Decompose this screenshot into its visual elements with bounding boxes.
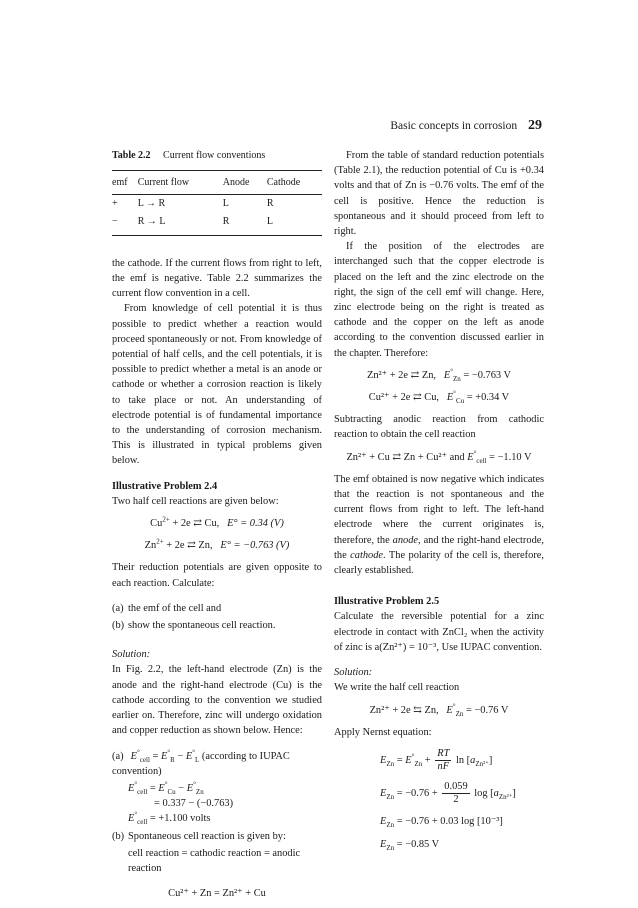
table-label: Table 2.2	[112, 150, 151, 161]
nernst-label: Apply Nernst equation:	[334, 726, 432, 738]
nernst-step: $E_{Zn} = -0.76 + 0.03$ log [10⁻³]	[380, 815, 503, 829]
table-cell: R	[223, 213, 267, 236]
body-paragraph: Subtracting anodic reaction from cathodic reaction to obtain the cell reaction	[334, 414, 544, 441]
solution-a-steps: $E^\circ_{cell} = E^\circ_{Cu} - E^\circ_{Zn}$ = 0.337 − (−0.763) $E^\circ_{cell} = +1.100$ volts	[128, 780, 234, 827]
solution-b-text: cell reaction = cathodic reaction = anodic reaction	[128, 847, 301, 874]
equation-cell-reaction: Zn²⁺ + Cu ⇄ Zn + Cu²⁺ and $E^\circ_{cell} = -1.10$ V	[346, 449, 532, 465]
body-paragraph: The emf obtained is now negative which indicates that the reaction is not spontaneous and the current flows from right to left. The left-hand electrode where the current originates is, therefore, the anode, and the right-hand electrode, the cathode. The polarity of the cell is, therefore, clearly established.	[334, 473, 544, 577]
table-caption	[112, 148, 322, 163]
table-cell: +	[112, 198, 118, 210]
right-column	[334, 148, 544, 860]
equation-cu: $Cu^{2+} + 2e$ ⇄ Cu, E° = 0.34 (V)	[150, 515, 284, 530]
equation-zn-reduction: Zn²⁺ + 2e ⇄ Zn, $E^\circ_{Zn} = -0.763$ V	[366, 367, 512, 383]
problem-text: Calculate the reversible potential for a zinc electrode in contact with ZnCl₂ when the activity of zinc is a(Zn²⁺) = 10⁻³, Use IUPAC convention.	[334, 611, 544, 653]
list-item: (a) the emf of the cell and	[112, 602, 222, 614]
list-item: (b) show the spontaneous cell reaction.	[112, 620, 276, 632]
nernst-equations	[380, 748, 544, 852]
final-equation: Cu²⁺ + Zn = Zn²⁺ + Cu	[168, 888, 266, 900]
body-paragraph: the cathode. If the current flows from right to left, the emf is negative. Table 2.2 summarizes the current flow convention in a cell.	[112, 257, 322, 300]
table-row	[112, 195, 322, 213]
solution-text: We write the half cell reaction	[334, 682, 460, 694]
table-cell: L	[267, 213, 322, 236]
nernst-step: $E_{Zn} = E^\circ_{Zn}$ + $\frac{RT}{nF}$ $\ln [a_{Zn^{2+}}]$	[380, 747, 493, 772]
table-row	[112, 213, 322, 236]
body-paragraph: From the table of standard reduction potentials (Table 2.1), the reduction potential of Cu is +0.34 volts and that of Zn is −0.76 volts. The emf of the cell is positive. Hence the reduction is spontaneous and it should proceed from left to right.	[334, 150, 544, 238]
table-cell: R	[266, 198, 274, 210]
table-cell: R → L	[138, 213, 223, 236]
running-header	[390, 118, 542, 134]
nernst-result: $E_{Zn} = -0.85$ V	[380, 839, 440, 853]
current-flow-table	[112, 170, 322, 236]
solution-b: (b) Spontaneous cell reaction is given by:	[112, 830, 286, 842]
running-title: Basic concepts in corrosion	[390, 120, 518, 132]
problem-heading: Illustrative Problem 2.4	[112, 480, 218, 492]
table-cell: L	[222, 198, 229, 210]
solution-a: (a) $E^\circ_{cell} = E^\circ_R - E^\circ_L$ (according to IUPAC convention)	[112, 748, 290, 777]
equation-cu-reduction: Cu²⁺ + 2e ⇄ Cu, $E^\circ_{Cu} = +0.34$ V	[368, 389, 510, 406]
left-column	[112, 148, 322, 908]
solution-label: Solution:	[334, 667, 373, 679]
table-header: Anode	[223, 171, 267, 195]
table-cell: L → R	[137, 198, 166, 210]
equation-half-cell: Zn²⁺ + 2e ⇆ Zn, $E^\circ_{Zn} = -0.76$ V	[369, 702, 509, 718]
solution-label: Solution:	[112, 649, 151, 661]
table-header: Cathode	[267, 171, 322, 195]
table-title: Current flow conventions	[163, 150, 266, 161]
equation-zn: $Zn^{2+} + 2e$ ⇄ Zn, E° = −0.763 (V)	[144, 537, 290, 552]
problem-intro: Two half cell reactions are given below:	[112, 495, 279, 507]
nernst-step: $E_{Zn} = -0.76$ + $\frac{0.059}{2}$ $\log [a_{Zn^{2+}}]$	[380, 780, 516, 805]
table-cell: −	[112, 213, 138, 236]
table-header: Current flow	[138, 171, 223, 195]
task-text: Their reduction potentials are given opposite to each reaction. Calculate:	[112, 562, 322, 589]
body-paragraph: If the position of the electrodes are interchanged such that the copper electrode is placed on the left and the zinc electrode on the right, the sign of the cell emf will change. Here, zinc electrode being on the right is treated as cathode and the copper on the left as anode according to the convention discussed earlier in the chapter. Therefore:	[334, 241, 544, 359]
problem-heading: Illustrative Problem 2.5	[334, 596, 440, 608]
solution-text: In Fig. 2.2, the left-hand electrode (Zn) is the anode and the right-hand electrode (Cu) is the cathode according to the convention we studied earlier on. Therefore, zinc will undergo oxidation and copper reduction as shown below. Hence:	[112, 664, 322, 737]
body-paragraph: From knowledge of cell potential it is thus possible to predict whether a reaction would proceed spontaneously or not. From knowledge of potential of half cells, and the cell potentials, it is possible to predict whether a metal is an anode or cathode or whether a corrosion reaction is likely to take place or not. An understanding of electrode potential is of fundamental importance to the understanding of corrosion mechanism. This is illustrated in typical problems given below.	[112, 303, 322, 467]
page-number: 29	[528, 118, 542, 133]
table-header: emf	[112, 171, 138, 195]
